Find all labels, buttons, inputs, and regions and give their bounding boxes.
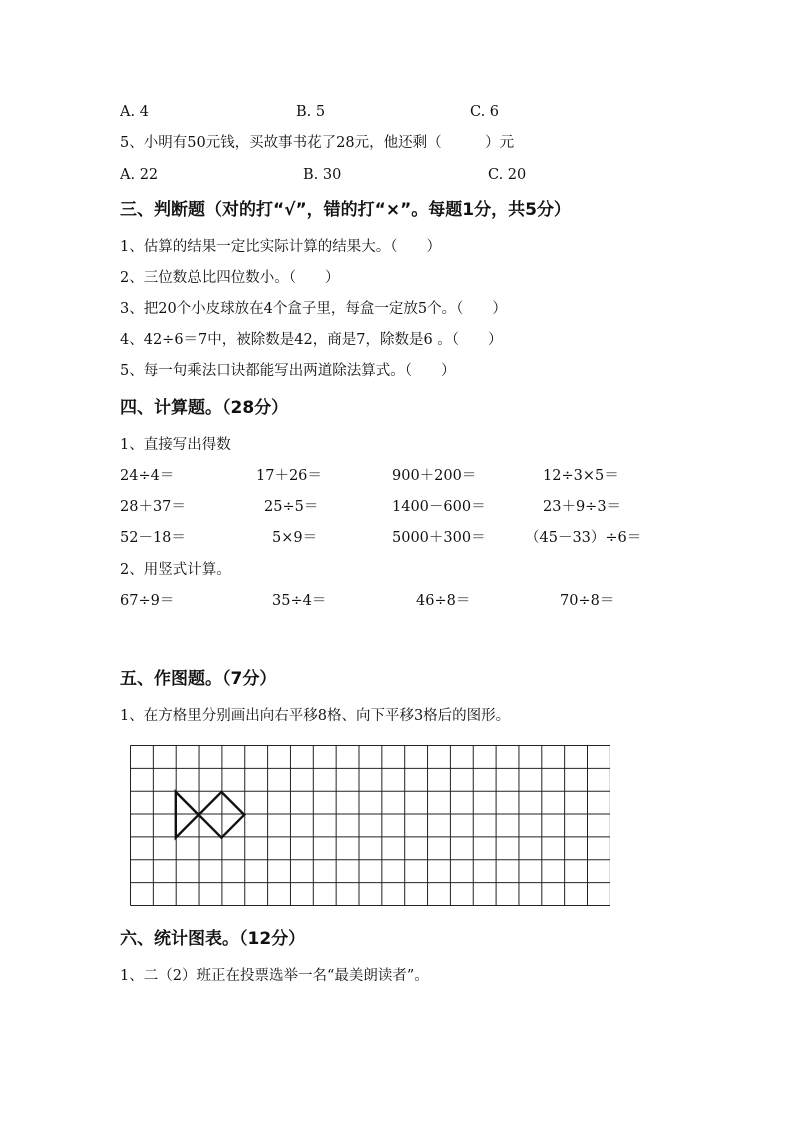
section6-item: 1、二（2）班正在投票选举一名“最美朗读者”。 [120,968,429,984]
section3-item-4: 4、42÷6＝7中，被除数是42，商是7，除数是6 。（ ） [120,332,503,348]
calc-item: 24÷4＝ [120,468,175,484]
q5-option-c: C. 20 [488,167,527,183]
calc-item: 52－18＝ [120,530,186,546]
section5-title: 五、作图题。（7分） [120,669,277,689]
section3-item-1: 1、估算的结果一定比实际计算的结果大。（ ） [120,239,441,255]
vertical-calc-item: 46÷8＝ [416,593,471,609]
calc-item: 900＋200＝ [392,468,477,484]
calc-item: 5000＋300＝ [392,530,486,546]
vertical-calc-item: 35÷4＝ [272,593,327,609]
calc-row [0,497,794,517]
calc-item: 25÷5＝ [264,499,319,515]
calc-row [0,528,794,548]
q4-options [0,102,794,122]
section4-title: 四、计算题。（28分） [120,398,289,418]
calc-item: 17＋26＝ [256,468,322,484]
section5-item: 1、在方格里分别画出向右平移8格、向下平移3格后的图形。 [120,708,511,724]
bowtie-figure [176,792,244,838]
q5-question: 5、小明有50元钱，买故事书花了28元，他还剩（ ）元 [120,135,515,151]
calc-row [0,466,794,486]
section3-item-5: 5、每一句乘法口诀都能写出两道除法算式。（ ） [120,363,456,379]
section3-item-2: 2、三位数总比四位数小。（ ） [120,270,340,286]
section6-title: 六、统计图表。（12分） [120,929,306,949]
vertical-calc-item: 67÷9＝ [120,593,175,609]
drawing-grid[interactable] [130,745,610,909]
q5-option-a: A. 22 [120,167,159,183]
section3-item-3: 3、把20个小皮球放在4个盒子里，每盒一定放5个。（ ） [120,301,507,317]
calc-item: 5×9＝ [272,530,318,546]
q4-option-b: B. 5 [296,104,326,120]
q5-options [0,165,794,185]
section4-part1-label: 1、直接写出得数 [120,437,231,453]
calc-item: 28＋37＝ [120,499,186,515]
section4-part2-label: 2、用竖式计算。 [120,562,231,578]
section3-title: 三、判断题（对的打“√”，错的打“×”。每题1分，共5分） [120,200,571,220]
calc-item: （45－33）÷6＝ [525,530,642,546]
calc-item: 12÷3×5＝ [543,468,619,484]
q5-option-b: B. 30 [303,167,342,183]
vertical-calc-item: 70÷8＝ [560,593,615,609]
calc-item: 1400－600＝ [392,499,486,515]
calc-item: 23＋9÷3＝ [543,499,622,515]
vertical-calc-row [0,591,794,611]
q4-option-c: C. 6 [470,104,500,120]
q4-option-a: A. 4 [120,104,149,120]
